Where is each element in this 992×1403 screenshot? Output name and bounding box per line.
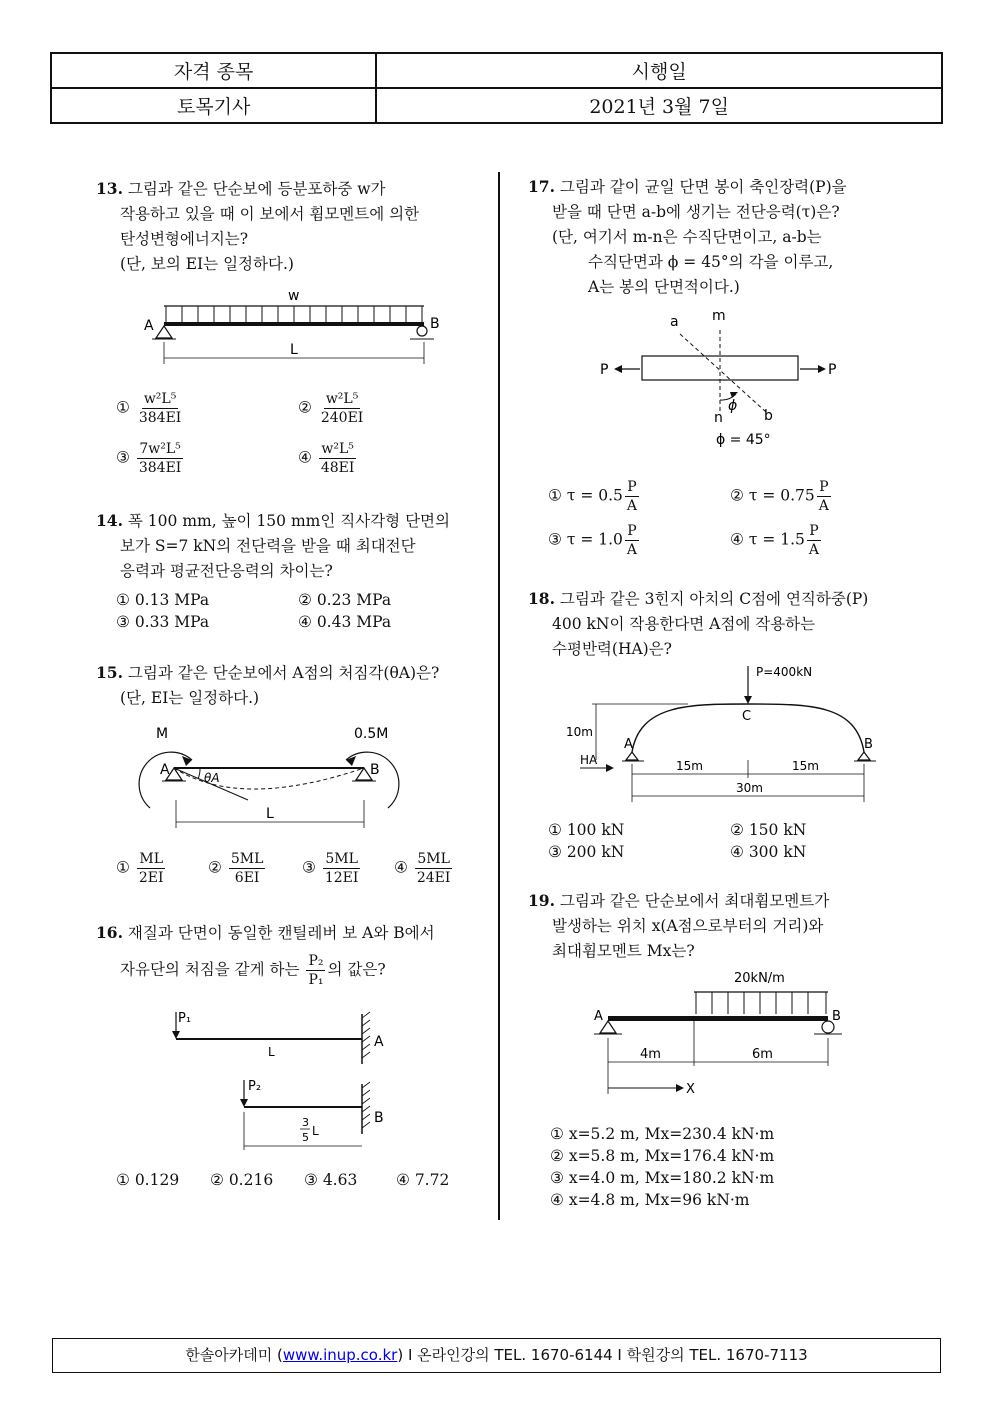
load-label: P=400kN bbox=[756, 665, 813, 679]
point-a-label: A bbox=[624, 737, 633, 752]
point-b-label: B bbox=[374, 1110, 384, 1126]
roller-support-icon bbox=[417, 326, 427, 336]
arrow-down-icon bbox=[240, 1099, 248, 1107]
question-note: (단, EI는 일정하다.) bbox=[120, 689, 260, 707]
question-text: 그림과 같은 3힌지 아치의 C점에 연직하중(P) bbox=[559, 590, 869, 608]
q19-option-2[interactable]: ② x=5.8 m, Mx=176.4 kN·m bbox=[550, 1147, 775, 1165]
q19-option-4[interactable]: ④ x=4.8 m, Mx=96 kN·m bbox=[550, 1191, 750, 1209]
arrow-right-icon bbox=[818, 365, 826, 373]
span-label: L bbox=[266, 806, 274, 822]
question-text: 보가 S=7 kN의 전단력을 받을 때 최대전단 bbox=[120, 537, 416, 555]
header-table bbox=[50, 52, 943, 124]
q18-option-2[interactable]: ② 150 kN bbox=[730, 821, 807, 839]
point-a-label: A bbox=[160, 762, 170, 778]
span-fraction-num: 3 bbox=[302, 1116, 309, 1129]
question-17: 17. 그림과 같이 균일 단면 봉이 축인장력(P)을 받을 때 단면 a-b에 생기는 전단응력(τ)은? (단, 여기서 m-n은 수직단면이고, a-b는 수직단면과 ϕ = 45°의 각을 이루고, A는 봉의 단면적이다.) bbox=[528, 174, 847, 300]
pin-support-icon bbox=[858, 752, 870, 760]
question-text: 그림과 같이 균일 단면 봉이 축인장력(P)을 bbox=[559, 178, 847, 196]
point-b-label: B bbox=[864, 737, 873, 752]
q13-figure bbox=[140, 284, 450, 374]
span-label: L bbox=[268, 1045, 275, 1059]
question-16: 16. 재질과 단면이 동일한 캔틸레버 보 A와 B에서 자유단의 처짐을 같게 하는 $\frac{\text{P₂}}{\text{P₁}}$ 의 값은? bbox=[96, 923, 435, 988]
point-b-label: B bbox=[832, 1009, 841, 1024]
load-p1-label: P₁ bbox=[178, 1011, 192, 1026]
label-a: a bbox=[670, 314, 679, 330]
deflection-curve bbox=[174, 768, 364, 789]
question-text: 그림과 같은 단순보에서 A점의 처짐각(θA)은? bbox=[127, 664, 440, 682]
q19-figure bbox=[584, 964, 854, 1094]
load-arrows bbox=[696, 992, 826, 1014]
theta-label: θA bbox=[204, 771, 220, 785]
q18-figure bbox=[560, 660, 890, 806]
point-a-label: A bbox=[594, 1009, 603, 1024]
dist-2-label: 6m bbox=[752, 1047, 773, 1062]
q15-figure bbox=[130, 720, 420, 835]
q14-option-2[interactable]: ② 0.23 MPa bbox=[298, 591, 392, 609]
q16-figure bbox=[160, 1004, 400, 1154]
header-label-qualification: 자격 종목 bbox=[51, 53, 376, 88]
header-value-qualification: 토목기사 bbox=[51, 88, 376, 123]
x-label: X bbox=[686, 1082, 695, 1094]
question-13 bbox=[96, 176, 419, 277]
moment-b-label: 0.5M bbox=[354, 726, 389, 742]
q19-option-1[interactable]: ① x=5.2 m, Mx=230.4 kN·m bbox=[550, 1125, 775, 1143]
column-divider bbox=[498, 172, 500, 1220]
beam bbox=[164, 322, 424, 326]
footer bbox=[52, 1338, 941, 1373]
header-label-date: 시행일 bbox=[376, 53, 942, 88]
q16-option-2[interactable]: ② 0.216 bbox=[210, 1171, 274, 1189]
q13-option-3[interactable]: ③ $\frac{\text{7w²L⁵}}{384EI}$ bbox=[116, 441, 182, 476]
q17-option-1[interactable]: ① τ = 0.5 $\frac{P}{A}$ bbox=[548, 479, 638, 514]
question-text: 받을 때 단면 a-b에 생기는 전단응력(τ)은? bbox=[552, 203, 840, 221]
moment-a-label: M bbox=[156, 726, 169, 742]
q18-option-3[interactable]: ③ 200 kN bbox=[548, 843, 625, 861]
question-number: 13. bbox=[96, 179, 123, 198]
point-b-label: B bbox=[430, 316, 440, 332]
question-text: 작용하고 있을 때 이 보에서 휨모멘트에 의한 bbox=[120, 205, 420, 223]
question-text: 400 kN이 작용한다면 A점에 작용하는 bbox=[552, 615, 816, 633]
question-text: 발생하는 위치 x(A점으로부터의 거리)와 bbox=[552, 917, 824, 935]
q13-option-4[interactable]: ④ $\frac{\text{w²L⁵}}{48EI}$ bbox=[298, 441, 355, 476]
question-text: 폭 100 mm, 높이 150 mm인 직사각형 단면의 bbox=[127, 512, 450, 530]
beam bbox=[608, 1016, 828, 1021]
load-p2-label: P₂ bbox=[248, 1079, 262, 1094]
arrow-right-icon bbox=[676, 1084, 684, 1092]
question-15: 15. 그림과 같은 단순보에서 A점의 처짐각(θA)은? (단, EI는 일정하다.) bbox=[96, 660, 439, 711]
pin-support-icon bbox=[626, 752, 638, 760]
q17-option-4[interactable]: ④ τ = 1.5 $\frac{P}{A}$ bbox=[730, 523, 820, 558]
pin-support-icon bbox=[156, 326, 172, 338]
span-1-label: 15m bbox=[676, 759, 703, 773]
q16-option-4[interactable]: ④ 7.72 bbox=[396, 1171, 450, 1189]
q17-option-2[interactable]: ② τ = 0.75 $\frac{P}{A}$ bbox=[730, 479, 829, 514]
span-total-label: 30m bbox=[736, 781, 763, 795]
span-2-label: 15m bbox=[792, 759, 819, 773]
span-label: L bbox=[290, 342, 298, 358]
question-14: 14. 폭 100 mm, 높이 150 mm인 직사각형 단면의 보가 S=7 kN의 전단력을 받을 때 최대전단 응력과 평균전단응력의 차이는? bbox=[96, 508, 450, 584]
question-text: 응력과 평균전단응력의 차이는? bbox=[120, 562, 333, 580]
q15-option-1[interactable]: ① $\frac{ML}{2EI}$ bbox=[116, 851, 164, 886]
label-m: m bbox=[712, 308, 726, 324]
q14-option-4[interactable]: ④ 0.43 MPa bbox=[298, 613, 392, 631]
q15-option-4[interactable]: ④ $\frac{5ML}{24EI}$ bbox=[394, 851, 451, 886]
q15-option-3[interactable]: ③ $\frac{5ML}{12EI}$ bbox=[302, 851, 359, 886]
footer-brand: 한솔아카데미 ( bbox=[185, 1346, 283, 1364]
question-note: (단, 여기서 m-n은 수직단면이고, a-b는 bbox=[552, 228, 822, 246]
span-fraction-den: 5 bbox=[302, 1131, 309, 1144]
question-note: A는 봉의 단면적이다.) bbox=[588, 278, 740, 296]
q14-option-3[interactable]: ③ 0.33 MPa bbox=[116, 613, 210, 631]
header-value-date: 2021년 3월 7일 bbox=[376, 88, 942, 123]
q19-option-3[interactable]: ③ x=4.0 m, Mx=180.2 kN·m bbox=[550, 1169, 775, 1187]
span-label: L bbox=[312, 1124, 319, 1138]
load-label: 20kN/m bbox=[734, 971, 785, 986]
question-18: 18. 그림과 같은 3힌지 아치의 C점에 연직하중(P) 400 kN이 작용한다면 A점에 작용하는 수평반력(HA)은? bbox=[528, 586, 868, 662]
question-text: 그림과 같은 단순보에 등분포하중 w가 bbox=[127, 180, 386, 198]
q15-option-2[interactable]: ② $\frac{5ML}{6EI}$ bbox=[208, 851, 264, 886]
q13-option-1[interactable]: ① $\frac{\text{w²L⁵}}{384EI}$ bbox=[116, 391, 182, 426]
q16-option-3[interactable]: ③ 4.63 bbox=[304, 1171, 358, 1189]
question-text: 탄성변형에너지는? bbox=[120, 230, 249, 248]
q17-figure bbox=[590, 304, 850, 454]
arrow-down-icon bbox=[172, 1031, 180, 1039]
point-b-label: B bbox=[370, 762, 380, 778]
hinge-c-label: C bbox=[742, 709, 752, 724]
label-n: n bbox=[714, 410, 723, 426]
q16-option-1[interactable]: ① 0.129 bbox=[116, 1171, 180, 1189]
arrow-left-icon bbox=[614, 365, 622, 373]
question-note: (단, 보의 EI는 일정하다.) bbox=[120, 255, 294, 273]
footer-website-link[interactable]: www.inup.co.kr bbox=[282, 1346, 398, 1364]
point-a-label: A bbox=[144, 318, 154, 334]
question-text: 그림과 같은 단순보에서 최대휨모멘트가 bbox=[559, 892, 830, 910]
load-label: w bbox=[288, 288, 300, 304]
load-arrows bbox=[166, 306, 422, 322]
question-note: 수직단면과 ϕ = 45°의 각을 이루고, bbox=[588, 253, 834, 271]
label-phi: ϕ bbox=[728, 398, 738, 414]
height-label: 10m bbox=[566, 725, 593, 739]
q14-option-1[interactable]: ① 0.13 MPa bbox=[116, 591, 210, 609]
q18-option-4[interactable]: ④ 300 kN bbox=[730, 843, 807, 861]
q17-option-3[interactable]: ③ τ = 1.0 $\frac{P}{A}$ bbox=[548, 523, 638, 558]
q13-option-2[interactable]: ② $\frac{\text{w²L⁵}}{240EI}$ bbox=[298, 391, 364, 426]
angle-caption: ϕ = 45° bbox=[716, 432, 771, 448]
footer-contact: ) I 온라인강의 TEL. 1670-6144 I 학원강의 TEL. 1670-7113 bbox=[397, 1346, 808, 1364]
reaction-label: HA bbox=[580, 753, 598, 767]
label-b: b bbox=[764, 408, 773, 424]
arrow-right-icon bbox=[606, 764, 614, 772]
question-text: 최대휨모멘트 Mx는? bbox=[552, 942, 695, 960]
question-19: 19. 그림과 같은 단순보에서 최대휨모멘트가 발생하는 위치 x(A점으로부터의 거리)와 최대휨모멘트 Mx는? bbox=[528, 888, 829, 964]
question-text: 수평반력(HA)은? bbox=[552, 640, 672, 658]
load-right-label: P bbox=[828, 362, 837, 378]
question-text: 재질과 단면이 동일한 캔틸레버 보 A와 B에서 bbox=[127, 924, 435, 942]
load-left-label: P bbox=[600, 362, 609, 378]
arrow-down-icon bbox=[744, 696, 752, 704]
q18-option-1[interactable]: ① 100 kN bbox=[548, 821, 625, 839]
point-a-label: A bbox=[374, 1034, 384, 1050]
dist-1-label: 4m bbox=[640, 1047, 661, 1062]
